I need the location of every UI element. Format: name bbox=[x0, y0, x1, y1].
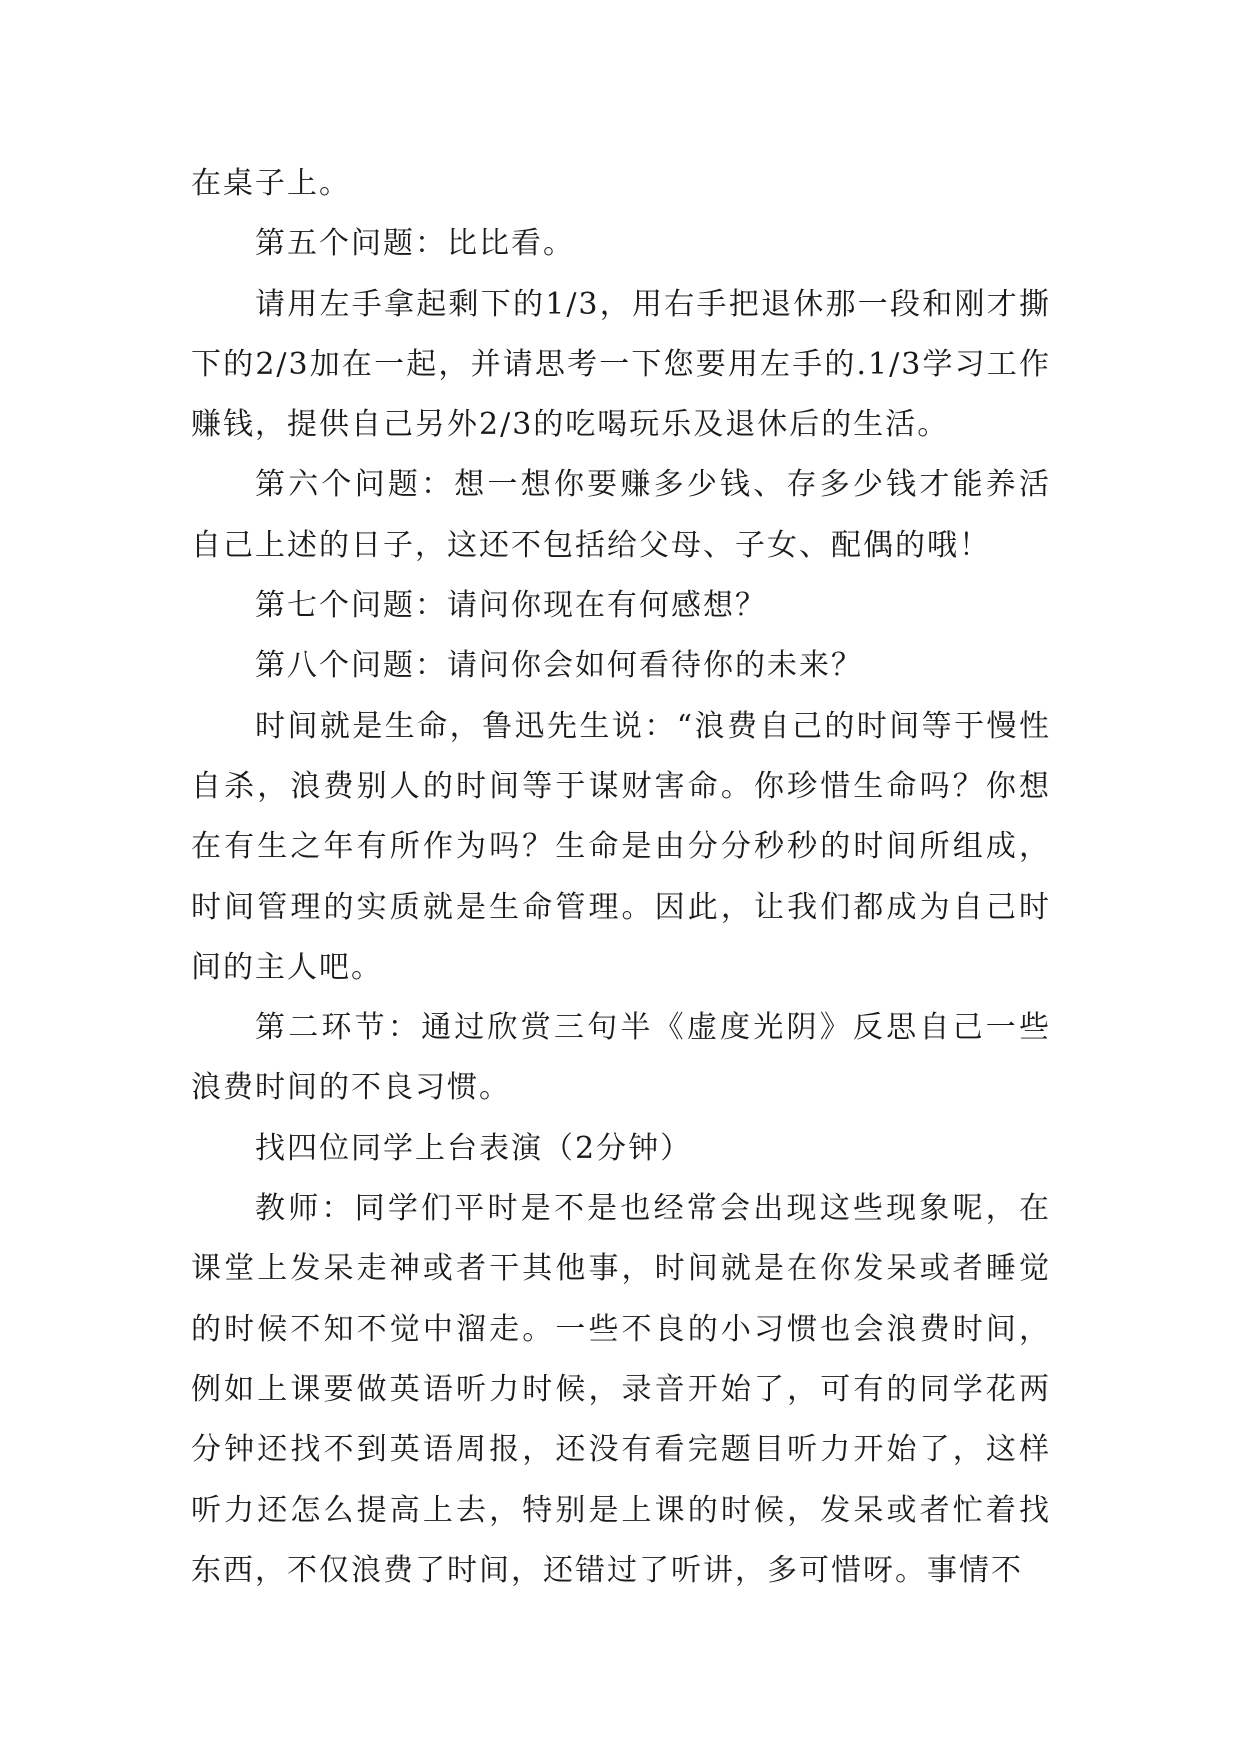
paragraph-left-hand-instruction: 请用左手拿起剩下的1/3，用右手把退休那一段和刚才撕下的2/3加在一起，并请思考一下您要用左手的.1/3学习工作赚钱，提供自己另外2/3的吃喝玩乐及退休后的生活。 bbox=[191, 286, 1051, 443]
document-body bbox=[191, 154, 1051, 1601]
paragraph-performance: 找四位同学上台表演（2分钟） bbox=[255, 1130, 693, 1166]
paragraph-question-six: 第六个问题：想一想你要赚多少钱、存多少钱才能养活自己上述的日子，这还不包括给父母、子女、配偶的哦！ bbox=[191, 467, 1051, 563]
paragraph-time-is-life: 时间就是生命，鲁迅先生说：“浪费自己的时间等于慢性自杀，浪费别人的时间等于谋财害命。你珍惜生命吗？你想在有生之年有所作为吗？生命是由分分秒秒的时间所组成，时间管理的实质就是生命管理。因此，让我们都成为自己时间的主人吧。 bbox=[191, 708, 1051, 985]
paragraph-question-five: 第五个问题：比比看。 bbox=[255, 226, 575, 262]
paragraph-continuation: 在桌子上。 bbox=[191, 166, 351, 201]
paragraph-teacher: 教师：同学们平时是不是也经常会出现这些现象呢，在课堂上发呆走神或者干其他事，时间就是在你发呆或者睡觉的时候不知不觉中溜走。一些不良的小习惯也会浪费时间，例如上课要做英语听力时候，录音开始了，可有的同学花两分钟还找不到英语周报，还没有看完题目听力开始了，这样听力还怎么提高上去，特别是上课的时候，发呆或者忙着找东西，不仅浪费了时间，还错过了听讲，多可惜呀。事情不 bbox=[191, 1191, 1051, 1588]
paragraph-section-two: 第二环节：通过欣赏三句半《虚度光阴》反思自己一些浪费时间的不良习惯。 bbox=[191, 1010, 1051, 1106]
paragraph-question-seven: 第七个问题：请问你现在有何感想？ bbox=[255, 588, 767, 624]
paragraph-question-eight: 第八个问题：请问你会如何看待你的未来？ bbox=[255, 648, 863, 684]
